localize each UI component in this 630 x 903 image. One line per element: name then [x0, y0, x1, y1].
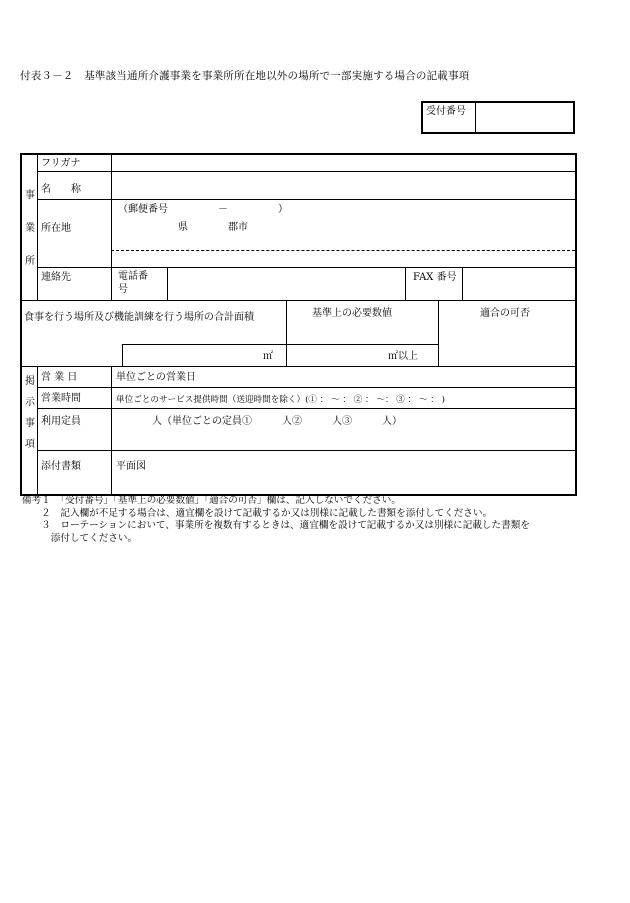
display-section-char-4: 項	[25, 439, 35, 450]
label-divider	[111, 366, 112, 494]
attachments-label: 添付書類	[41, 461, 81, 472]
row-divider	[22, 366, 575, 367]
main-form-table	[20, 153, 577, 496]
display-section-char-1: 掲	[25, 376, 35, 387]
area-label: 食事を行う場所及び機能訓練を行う場所の合計面積	[24, 312, 254, 323]
row-divider	[22, 300, 575, 301]
area-divider	[286, 300, 287, 366]
area-unit-minimum: ㎡以上	[388, 351, 418, 362]
postal-code[interactable]: （郵便番号 － ）	[118, 204, 288, 215]
business-hours-value[interactable]: 単位ごとのサービス提供時間（送迎時間を除く）(① ： ～ ： ② ： ～： ③ ： ～ ： )	[116, 395, 445, 405]
required-value-label: 基準上の必要数値	[312, 308, 392, 319]
prefecture-label: 県	[178, 222, 188, 233]
business-days-label: 営 業 日	[41, 372, 78, 383]
notes	[22, 495, 622, 545]
form-title: 付表３－２ 基準該当通所介護事業を事業所所在地以外の場所で一部実施する場合の記載事項	[20, 70, 470, 82]
capacity-value[interactable]: 人（単位ごとの定員① 人② 人③ 人）	[152, 416, 402, 427]
display-section-char-2: 示	[25, 397, 35, 408]
furigana-label: フリガナ	[41, 158, 81, 169]
address-dashed-divider	[111, 250, 575, 251]
business-days-value[interactable]: 単位ごとの営業日	[116, 372, 196, 383]
office-section-char-1: 事	[25, 190, 35, 201]
area-total-field[interactable]	[123, 345, 285, 366]
receipt-number-box	[421, 101, 575, 134]
name-field[interactable]	[112, 172, 575, 199]
phone-label: 電話番号	[118, 271, 148, 295]
note-line: 備考１ 「受付番号」「基準上の必要数値」「適合の可否」欄は、記入しないでください。	[22, 495, 401, 506]
receipt-number-field[interactable]	[476, 103, 573, 132]
contact-divider	[405, 267, 406, 300]
row-divider	[37, 387, 575, 388]
note-line: 添付してください。	[22, 532, 138, 544]
display-section-char-3: 事	[25, 418, 35, 429]
area-unit: ㎡	[263, 351, 273, 362]
name-label: 名 称	[41, 184, 81, 195]
fax-label: FAX 番号	[413, 272, 457, 283]
office-section-char-2: 業	[25, 223, 35, 234]
city-label: 郡市	[228, 222, 248, 233]
row-divider	[37, 408, 575, 409]
contact-divider	[111, 267, 112, 300]
business-hours-label: 営業時間	[41, 393, 81, 404]
attachments-value: 平面図	[116, 461, 146, 472]
furigana-field[interactable]	[112, 155, 575, 171]
note-line: ３ ローテーションにおいて、事業所を複数有するときは、適宜欄を設けて記載するか又は別様に記載した書類を	[22, 520, 530, 531]
phone-field[interactable]	[168, 268, 405, 300]
note-line: ２ 記入欄が不足する場合は、適宜欄を設けて記載するか又は別様に記載した書類を添付してください。	[22, 507, 493, 519]
office-section-char-3: 所	[25, 256, 35, 267]
section-divider	[37, 366, 38, 494]
section-divider	[37, 155, 38, 300]
row-divider	[37, 199, 575, 200]
area-divider	[438, 300, 439, 366]
fax-field[interactable]	[463, 268, 575, 300]
receipt-number-label: 受付番号	[423, 103, 476, 132]
suitability-label: 適合の可否	[480, 308, 530, 319]
contact-label: 連絡先	[41, 272, 71, 283]
row-divider	[37, 450, 575, 451]
capacity-label: 利用定員	[41, 416, 81, 427]
address-label: 所在地	[41, 223, 71, 234]
